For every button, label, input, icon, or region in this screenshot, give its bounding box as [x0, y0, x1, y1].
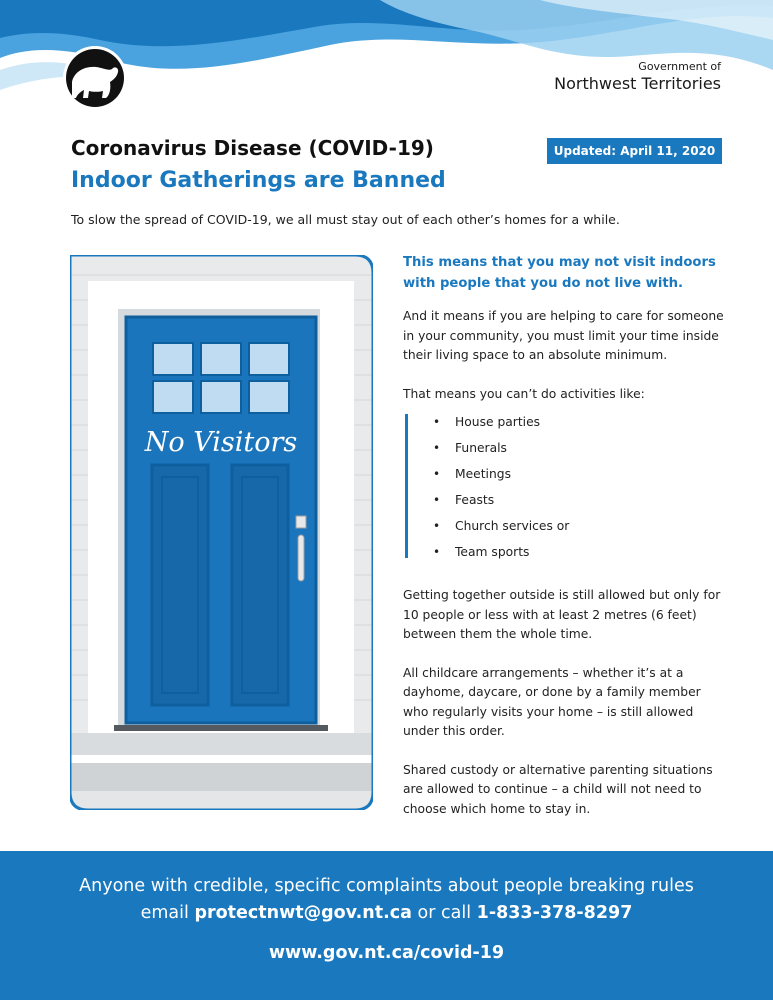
- list-item: • House parties: [433, 412, 728, 438]
- footer-email-prefix: email: [140, 903, 189, 923]
- list-item: • Church services or: [433, 516, 728, 542]
- gov-line-small: Government of: [638, 60, 721, 73]
- gov-line-large: Northwest Territories: [554, 74, 721, 93]
- updated-badge: Updated: April 11, 2020: [547, 138, 722, 164]
- paragraph-care: And it means if you are helping to care for someone in your community, you must limit your time inside their living space to an absolute minimum.: [403, 309, 724, 362]
- door-sign-text: No Visitors: [144, 427, 298, 458]
- page-subtitle: Indoor Gatherings are Banned: [71, 168, 446, 193]
- footer-website-link[interactable]: www.gov.nt.ca/covid-19: [268, 943, 505, 963]
- footer-complaints-text: Anyone with credible, specific complaints about people breaking rules: [79, 876, 694, 896]
- list-item: • Team sports: [433, 542, 728, 568]
- footer-banner: [0, 851, 773, 1000]
- content-column: [403, 252, 728, 838]
- activities-list: [405, 412, 728, 568]
- polar-bear-logo-icon: [63, 46, 127, 110]
- door-illustration: [70, 255, 373, 810]
- list-item: • Feasts: [433, 490, 728, 516]
- footer-contact-line: [0, 900, 773, 927]
- footer-call-text: or call: [417, 903, 472, 923]
- page-title: Coronavirus Disease (COVID-19): [71, 136, 434, 160]
- government-wordmark: [554, 60, 721, 93]
- footer-email-link[interactable]: protectnwt@gov.nt.ca: [194, 903, 412, 923]
- list-accent-bar: [405, 414, 408, 558]
- intro-text: To slow the spread of COVID-19, we all must stay out of each other’s homes for a while.: [71, 212, 620, 227]
- list-item: • Meetings: [433, 464, 728, 490]
- paragraph-custody: Shared custody or alternative parenting situations are allowed to continue – a child will not need to choose which home to stay in.: [403, 762, 713, 816]
- paragraph-activities-intro: That means you can’t do activities like:: [403, 386, 645, 401]
- paragraph-outdoor: Getting together outside is still allowed but only for 10 people or less with at least 2 metres (6 feet) between them the whole time.: [403, 588, 721, 641]
- paragraph-childcare: All childcare arrangements – whether it’s at a dayhome, daycare, or done by a family member who regularly visits your home – is still allowed under this order.: [403, 665, 701, 738]
- lead-statement: This means that you may not visit indoors with people that you do not live with.: [403, 255, 716, 291]
- footer-phone-link[interactable]: 1-833-378-8297: [476, 903, 633, 923]
- list-item: • Funerals: [433, 438, 728, 464]
